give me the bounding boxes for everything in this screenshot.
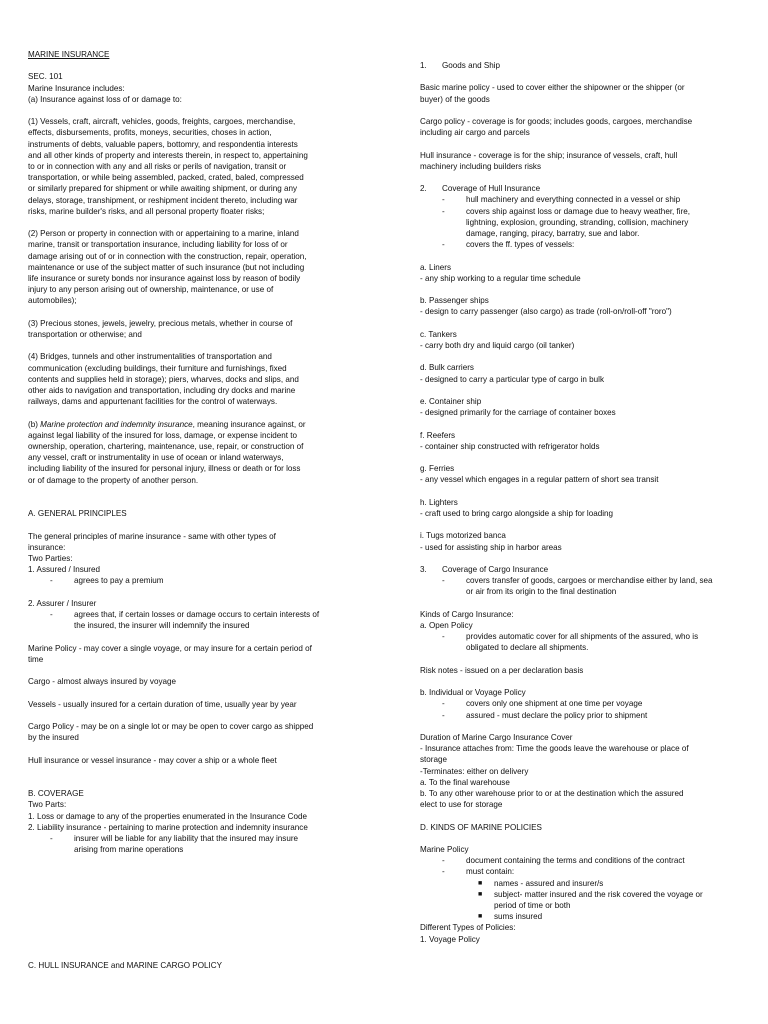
paragraph-2: [28, 228, 358, 306]
bullet-item: [420, 239, 752, 250]
bullet-text: covers the ff. types of vessels:: [466, 240, 575, 250]
vessel-type-desc: - designed to carry a particular type of cargo in bulk: [420, 374, 605, 384]
paragraph-line: Hull insurance - coverage is for the ship; insurance of vessels, craft, hull: [420, 150, 678, 160]
bullet-text: insurer will be liable for any liability that the insured may insure: [74, 833, 299, 843]
paragraph-line: instruments of debts, valuable papers, bottomry, and respondentia interests: [28, 139, 298, 149]
vessel-type-name: a. Liners: [420, 262, 452, 272]
paragraph-line: by the insured: [28, 733, 79, 743]
bullet-text: the insured, the insurer will indemnify the insured: [74, 621, 250, 631]
paragraph-line: contents and supplies held in storage); piers, wharves, docks and slips, and: [28, 374, 299, 384]
heading-text: Coverage of Cargo Insurance: [442, 564, 549, 574]
dash-marker: -: [442, 632, 445, 642]
paragraph-line: Cargo policy - coverage is for goods; includes goods, cargoes, merchandise: [420, 116, 693, 126]
list-item: a. To the final warehouse: [420, 777, 510, 787]
section-heading-hull-cargo-wrap: [28, 960, 358, 971]
paragraph-line: machinery including builders risks: [420, 161, 542, 171]
heading-text: Goods and Ship: [442, 61, 501, 70]
vessel-type-desc: - design to carry passenger (also cargo) as trade (roll-on/roll-off "roro"): [420, 307, 672, 317]
vessel-type-desc: - any ship working to a regular time schedule: [420, 273, 581, 283]
left-column: [28, 49, 358, 855]
paragraph-line: transportation, or while being assembled, packed, crated, baled, compressed: [28, 173, 304, 183]
paragraph-line: buyer) of the goods: [420, 94, 490, 104]
list-item: 2. Liability insurance - pertaining to marine protection and indemnity insurance: [28, 822, 308, 832]
paragraph-prefix: (b): [28, 419, 41, 429]
section-heading-general: A. GENERAL PRINCIPLES: [28, 509, 127, 519]
vessel-type-name: b. Passenger ships: [420, 296, 489, 306]
section-intro-a: (a) Insurance against loss of or damage to:: [28, 94, 182, 104]
paragraph-line: (2) Person or property in connection with or appertaining to a marine, inland: [28, 229, 299, 239]
paragraph-line: transportation or otherwise; and: [28, 330, 142, 340]
bullet-text: covers only one shipment at one time per voyage: [466, 699, 643, 709]
list-item: 1. Loss or damage to any of the properties enumerated in the Insurance Code: [28, 811, 307, 821]
bullet-text: period of time or both: [494, 900, 571, 910]
dash-marker: -: [50, 833, 53, 843]
document-title: MARINE INSURANCE: [28, 50, 110, 59]
paragraph-line: other aids to navigation and transportation, including dry docks and marine: [28, 386, 296, 396]
number-marker: 1.: [420, 61, 427, 70]
vessel-type-desc: - designed primarily for the carriage of container boxes: [420, 408, 616, 418]
paragraph-line: to or in connection with any and all risks or perils of navigation, transit or: [28, 162, 287, 171]
paragraph-line: any vessel, craft or instrumentality in use of ocean or inland waterways,: [28, 453, 284, 463]
paragraph-line: storage: [420, 755, 447, 765]
numbered-heading: [420, 183, 752, 194]
paragraph-line: maintenance or use of the subject matter of such insurance (but not including: [28, 262, 305, 272]
paragraph-line: marine, transit or transportation insurance, including liability for loss of or: [28, 240, 288, 250]
vessel-type-desc: - carry both dry and liquid cargo (oil tanker): [420, 340, 575, 350]
paragraph-line: (4) Bridges, tunnels and other instrumentalities of transportation and: [28, 352, 272, 362]
bullet-text: lightning, explosion, grounding, stranding, collision, machinery: [466, 217, 689, 227]
bullet-item: [28, 575, 358, 586]
dash-marker: -: [442, 710, 445, 720]
paragraph-line: including air cargo and parcels: [420, 128, 530, 138]
paragraph-line: communication (excluding buildings, their furniture and furnishings, fixed: [28, 363, 287, 373]
dash-marker: -: [50, 576, 53, 586]
paragraph-line: ownership, operation, chartering, maintenance, use, repair, or construction of: [28, 442, 304, 452]
bullet-text: document containing the terms and conditions of the contract: [466, 856, 685, 866]
section-heading-hull-cargo: C. HULL INSURANCE and MARINE CARGO POLICY: [28, 961, 222, 970]
bullet-item: [420, 575, 752, 586]
paragraph-line: including liability of the insured for personal injury, illness or death or for loss: [28, 464, 301, 474]
section-number: SEC. 101: [28, 72, 63, 82]
paragraph-line: [28, 419, 358, 430]
dash-marker: -: [442, 206, 445, 216]
vessel-type-name: h. Lighters: [420, 497, 458, 507]
bullet-text: must contain:: [466, 867, 515, 877]
paragraph-line: or similarly prepared for shipment or while awaiting shipment, or during any: [28, 184, 298, 194]
subheading: Kinds of Cargo Insurance:: [420, 609, 514, 619]
dash-marker: -: [442, 699, 445, 709]
bullet-text: obligated to declare all shipments.: [466, 643, 589, 653]
bullet-text: covers transfer of goods, cargoes or merchandise either by land, sea: [466, 576, 713, 586]
dash-marker: -: [442, 195, 445, 205]
list-item: 2. Assurer / Insurer: [28, 598, 97, 608]
bullet-text: hull machinery and everything connected in a vessel or ship: [466, 195, 681, 205]
square-bullet-icon: ■: [478, 913, 483, 921]
vessel-type-name: e. Container ship: [420, 396, 482, 406]
section-intro: Marine Insurance includes:: [28, 83, 125, 93]
bullet-item: [28, 833, 358, 844]
vessel-type-desc: - any vessel which engages in a regular pattern of short sea transit: [420, 475, 659, 485]
list-item: a. Open Policy: [420, 620, 473, 630]
subheading: Marine Policy: [420, 844, 469, 854]
vessel-type-name: g. Ferries: [420, 464, 455, 474]
section-heading-kinds-of-policies: D. KINDS OF MARINE POLICIES: [420, 822, 542, 832]
dash-marker: -: [442, 240, 445, 250]
paragraph-line: railways, dams and appurtenant facilities for the control of waterways.: [28, 397, 278, 407]
sub-bullet-item: [420, 911, 752, 922]
paragraph-line: Marine Policy - may cover a single voyage, or may insure for a certain period of: [28, 643, 312, 653]
section-heading-coverage: B. COVERAGE: [28, 789, 84, 799]
sub-bullet-item: [420, 878, 752, 889]
paragraph-line: (1) Vessels, craft, aircraft, vehicles, goods, freights, cargoes, merchandise,: [28, 117, 296, 127]
list-item: b. To any other warehouse prior to or at the destination which the assured: [420, 788, 684, 798]
paragraph-line: -Terminates: either on delivery: [420, 766, 529, 776]
bullet-item: [420, 866, 752, 877]
subheading: Two Parts:: [28, 800, 67, 810]
subheading: Two Parties:: [28, 554, 73, 563]
square-bullet-icon: ■: [478, 879, 483, 887]
sub-bullet-item: [420, 889, 752, 900]
list-item: b. Individual or Voyage Policy: [420, 688, 526, 698]
subheading: Different Types of Policies:: [420, 923, 516, 933]
vessel-type-name: f. Reefers: [420, 430, 456, 440]
bullet-item: [420, 194, 752, 205]
dash-marker: -: [442, 576, 445, 586]
paragraph-line: (3) Precious stones, jewels, jewelry, precious metals, whether in course of: [28, 318, 293, 328]
bullet-item: [420, 855, 752, 866]
bullet-text: covers ship against loss or damage due to heavy weather, fire,: [466, 206, 691, 216]
bullet-text: agrees to pay a premium: [74, 576, 164, 586]
dash-marker: -: [442, 856, 445, 866]
bullet-text: agrees that, if certain losses or damage occurs to certain interests of: [74, 610, 320, 619]
paragraph-b: [28, 419, 358, 486]
paragraph-3: [28, 318, 358, 340]
number-marker: 2.: [420, 184, 427, 194]
dash-marker: -: [50, 610, 53, 619]
bullet-text: provides automatic cover for all shipments of the assured, who is: [466, 632, 699, 642]
paragraph-line: risks, marine builder's risks, and all personal property floater risks;: [28, 206, 265, 216]
paragraph-line: The general principles of marine insurance - same with other types of: [28, 531, 276, 541]
bullet-continuation: [420, 217, 752, 228]
bullet-continuation: [420, 586, 752, 597]
bullet-item: [420, 631, 752, 642]
bullet-text: assured - must declare the policy prior to shipment: [466, 710, 648, 720]
bullet-continuation: [420, 228, 752, 239]
paragraph-line: - Insurance attaches from: Time the goods leave the warehouse or place of: [420, 744, 689, 754]
right-column: [420, 60, 752, 945]
bullet-continuation: [420, 642, 752, 653]
list-item: elect to use for storage: [420, 800, 503, 810]
bullet-text: subject- matter insured and the risk covered the voyage or: [494, 889, 703, 899]
paragraph-line: Vessels - usually insured for a certain duration of time, usually year by year: [28, 699, 297, 709]
paragraph-4: [28, 351, 358, 407]
list-item: 1. Voyage Policy: [420, 934, 480, 944]
paragraph-line: against legal liability of the insured for loss, damage, or expense incident to: [28, 430, 298, 440]
bullet-item: [28, 609, 358, 620]
vessel-type-name: d. Bulk carriers: [420, 363, 474, 373]
paragraph-line: time: [28, 654, 44, 664]
bullet-continuation: [28, 844, 358, 855]
bullet-text: arising from marine operations: [74, 845, 184, 855]
paragraph-line: delays, storage, transhipment, or reshipment incident thereto, including war: [28, 195, 298, 205]
bullet-text: or air from its origin to the final destination: [466, 587, 617, 597]
paragraph-text: , meaning insurance against, or: [192, 419, 306, 429]
dash-marker: -: [442, 867, 445, 877]
bullet-item: [420, 710, 752, 721]
vessel-type-desc: - container ship constructed with refrigerator holds: [420, 441, 600, 451]
paragraph-line: Cargo Policy - may be on a single lot or may be open to cover cargo as shipped: [28, 721, 314, 731]
bullet-item: [420, 698, 752, 709]
bullet-item: [420, 206, 752, 217]
paragraph-line: Risk notes - issued on a per declaration basis: [420, 665, 584, 675]
subheading: Duration of Marine Cargo Insurance Cover: [420, 732, 573, 742]
paragraph-line: or of damage to the property of another person.: [28, 475, 199, 485]
paragraph-line: Cargo - almost always insured by voyage: [28, 677, 177, 687]
paragraph-line: injury to any person arising out of ownership, maintenance, or use of: [28, 285, 274, 295]
numbered-heading: [420, 60, 752, 71]
bullet-text: sums insured: [494, 912, 543, 922]
vessel-type-name: c. Tankers: [420, 329, 457, 339]
square-bullet-icon: ■: [478, 890, 483, 898]
italic-term: Marine protection and indemnity insurance: [40, 419, 193, 429]
heading-text: Coverage of Hull Insurance: [442, 184, 541, 194]
paragraph-line: Basic marine policy - used to cover either the shipowner or the shipper (or: [420, 83, 685, 93]
vessel-type-desc: - used for assisting ship in harbor areas: [420, 542, 562, 552]
bullet-text: damage, ranging, piracy, barratry, sue and labor.: [466, 228, 640, 238]
numbered-heading: [420, 564, 752, 575]
vessel-type-desc: - craft used to bring cargo alongside a ship for loading: [420, 508, 614, 518]
paragraph-1: [28, 116, 358, 217]
bullet-text: names - assured and insurer/s: [494, 878, 604, 888]
paragraph-line: and all other kinds of property and interests therein, in respect to, appertaining: [28, 150, 308, 160]
paragraph-line: damage arising out of or in connection with the construction, repair, operation,: [28, 251, 307, 261]
paragraph-line: life insurance or surety bonds nor insurance against loss by reason of bodily: [28, 274, 301, 284]
paragraph-line: insurance:: [28, 542, 66, 552]
number-marker: 3.: [420, 564, 427, 574]
paragraph-line: automobiles);: [28, 296, 77, 306]
bullet-continuation: [28, 620, 358, 631]
sub-bullet-continuation: [420, 900, 752, 911]
paragraph-line: effects, disbursements, profits, moneys, securities, choses in action,: [28, 128, 272, 138]
vessel-type-name: i. Tugs motorized banca: [420, 531, 506, 541]
list-item: 1. Assured / Insured: [28, 565, 100, 575]
paragraph-line: Hull insurance or vessel insurance - may cover a ship or a whole fleet: [28, 755, 277, 765]
